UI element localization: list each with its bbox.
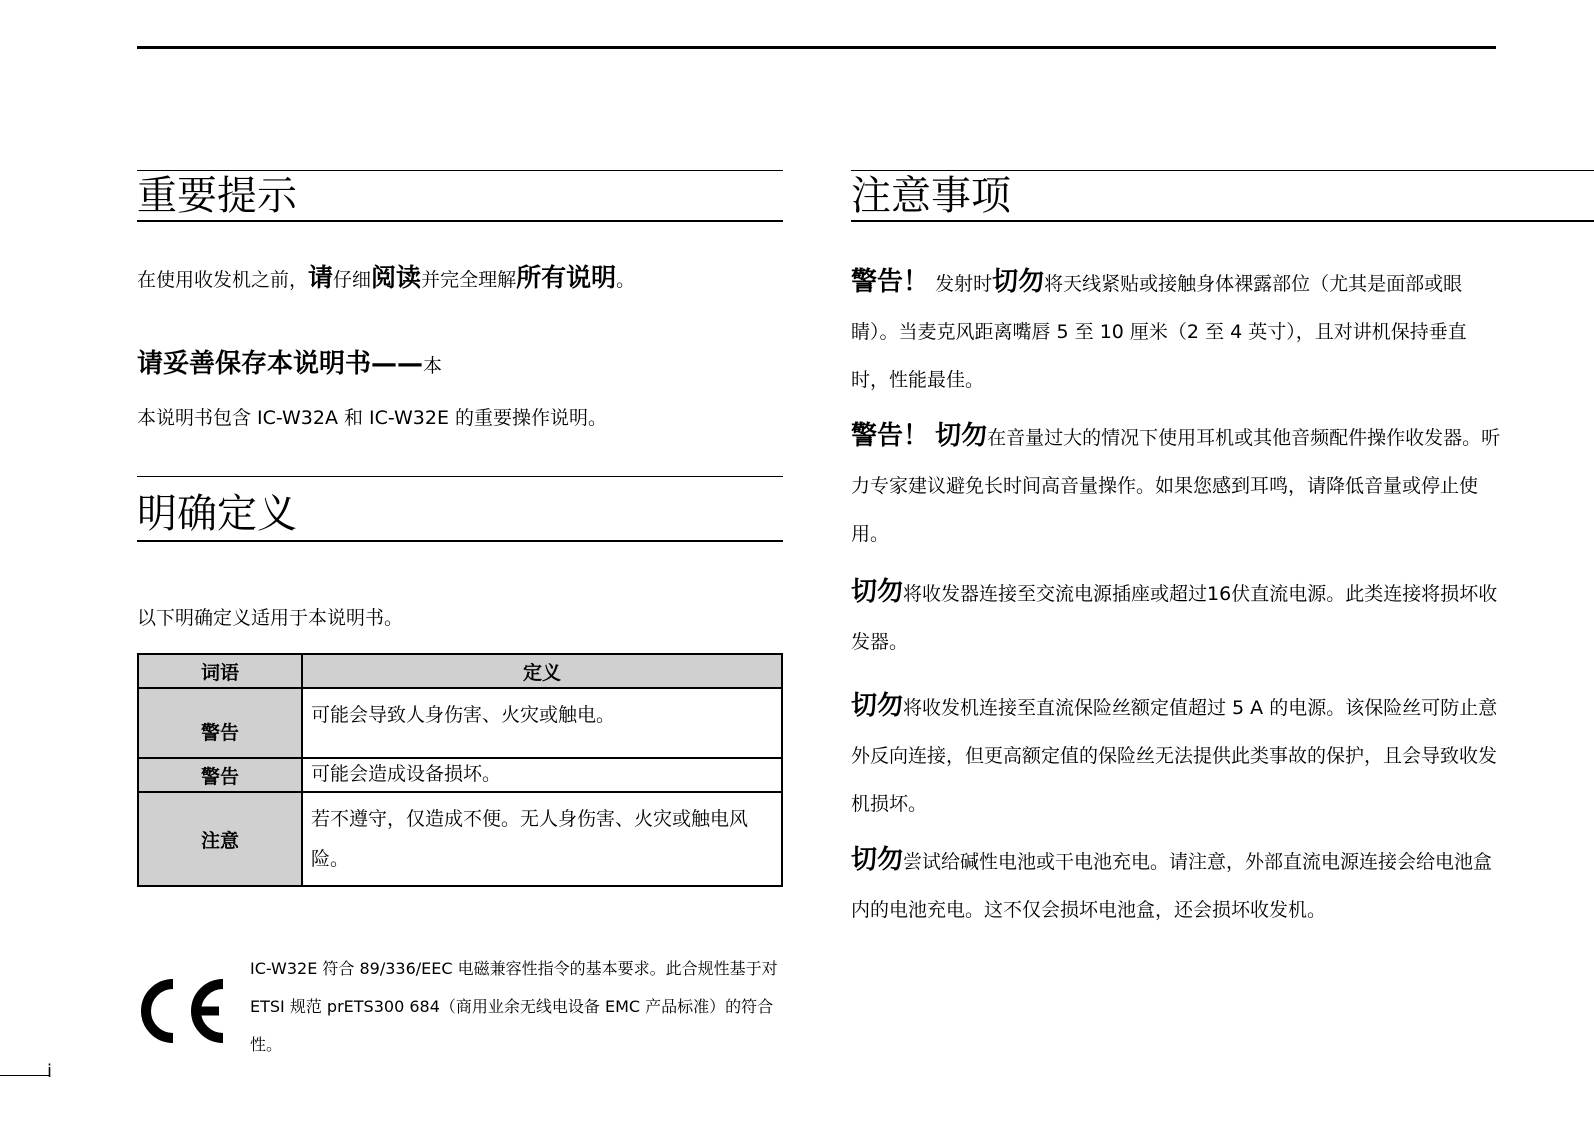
precaution-text: 在音量过大的情况下使用耳机或其他音频配件操作收发器。听力专家建议避免长时间高音量操作。如果您感到耳鸣，请降低音量或停止使用。 <box>851 427 1501 545</box>
precaution-item <box>851 412 1501 558</box>
definitions-title: 明确定义 <box>137 491 297 537</box>
precaution-item <box>851 568 1501 666</box>
table-header-row <box>138 654 782 688</box>
table-row <box>138 688 782 758</box>
intro-bold-3: 所有说明 <box>516 263 617 292</box>
warning-label: 警告！ <box>851 267 930 297</box>
table-cell-definition: 可能会导致人身伤害、火灾或触电。 <box>302 688 782 758</box>
section-rule-top <box>137 170 783 171</box>
top-rule <box>137 46 1496 49</box>
never-label: 切勿 <box>935 421 988 451</box>
intro-text-1: 在使用收发机之前， <box>137 269 309 291</box>
precaution-text: 尝试给碱性电池或干电池充电。请注意，外部直流电源连接会给电池盒内的电池充电。这不仅会损坏电池盒，还会损坏收发机。 <box>851 851 1493 921</box>
precaution-text: 将收发机连接至直流保险丝额定值超过 5 A 的电源。该保险丝可防止意外反向连接，但更高额定值的保险丝无法提供此类事故的保护，且会导致收发机损坏。 <box>851 697 1498 815</box>
intro-bold-2: 阅读 <box>371 263 422 292</box>
intro-text-4: 。 <box>616 269 636 291</box>
page-number-rule <box>0 1075 50 1076</box>
table-cell-term: 注意 <box>138 792 302 886</box>
table-header-term: 词语 <box>138 654 302 688</box>
table-cell-definition: 若不遵守，仅造成不便。无人身伤害、火灾或触电风险。 <box>302 792 782 886</box>
ce-compliance-text: IC-W32E 符合 89/336/EEC 电磁兼容性指令的基本要求。此合规性基于对 ETSI 规范 prETS300 684（商用业余无线电设备 EMC 产品标准）的符合性。 <box>250 959 778 1054</box>
precaution-item <box>851 836 1501 934</box>
section-rule-bottom <box>851 220 1594 222</box>
precaution-text: 将收发器连接至交流电源插座或超过16伏直流电源。此类连接将损坏收发器。 <box>851 583 1498 653</box>
table-header-definition: 定义 <box>302 654 782 688</box>
never-label: 切勿 <box>992 267 1045 297</box>
ce-mark-icon <box>139 978 231 1044</box>
section-rule-bottom <box>137 220 783 222</box>
important-title: 重要提示 <box>137 173 297 219</box>
keep-manual-bold: 请妥善保存本说明书—— <box>137 349 424 379</box>
table-row <box>138 758 782 792</box>
keep-manual-title <box>137 347 442 383</box>
never-label: 切勿 <box>851 577 904 607</box>
table-cell-term: 警告 <box>138 688 302 758</box>
precaution-text: 将天线紧贴或接触身体裸露部位（尤其是面部或眼睛）。当麦克风距离嘴唇 5 至 10 厘米（2 至 4 英寸），且对讲机保持垂直时，性能最佳。 <box>851 273 1467 391</box>
page-number: i <box>47 1061 53 1082</box>
table-row <box>138 792 782 886</box>
intro-text-3: 并完全理解 <box>421 269 517 291</box>
precaution-item <box>851 682 1501 828</box>
keep-manual-body: 本说明书包含 IC-W32A 和 IC-W32E 的重要操作说明。 <box>137 407 608 429</box>
never-label: 切勿 <box>851 845 904 875</box>
section-rule-top <box>137 476 783 477</box>
never-label: 切勿 <box>851 691 904 721</box>
precaution-item <box>851 258 1501 404</box>
section-rule-bottom <box>137 540 783 542</box>
definitions-intro: 以下明确定义适用于本说明书。 <box>137 607 404 629</box>
definitions-table <box>137 653 783 887</box>
warning-label: 警告！ <box>851 421 930 451</box>
keep-manual-tail: 本 <box>423 355 443 377</box>
table-cell-term: 警告 <box>138 758 302 792</box>
precaution-pre: 发射时 <box>935 273 993 295</box>
intro-text-2: 仔细 <box>333 269 372 291</box>
precautions-title: 注意事项 <box>851 173 1011 219</box>
important-intro <box>137 263 636 292</box>
intro-bold-1: 请 <box>308 263 334 292</box>
section-rule-top <box>851 170 1594 171</box>
table-cell-definition: 可能会造成设备损坏。 <box>302 758 782 792</box>
